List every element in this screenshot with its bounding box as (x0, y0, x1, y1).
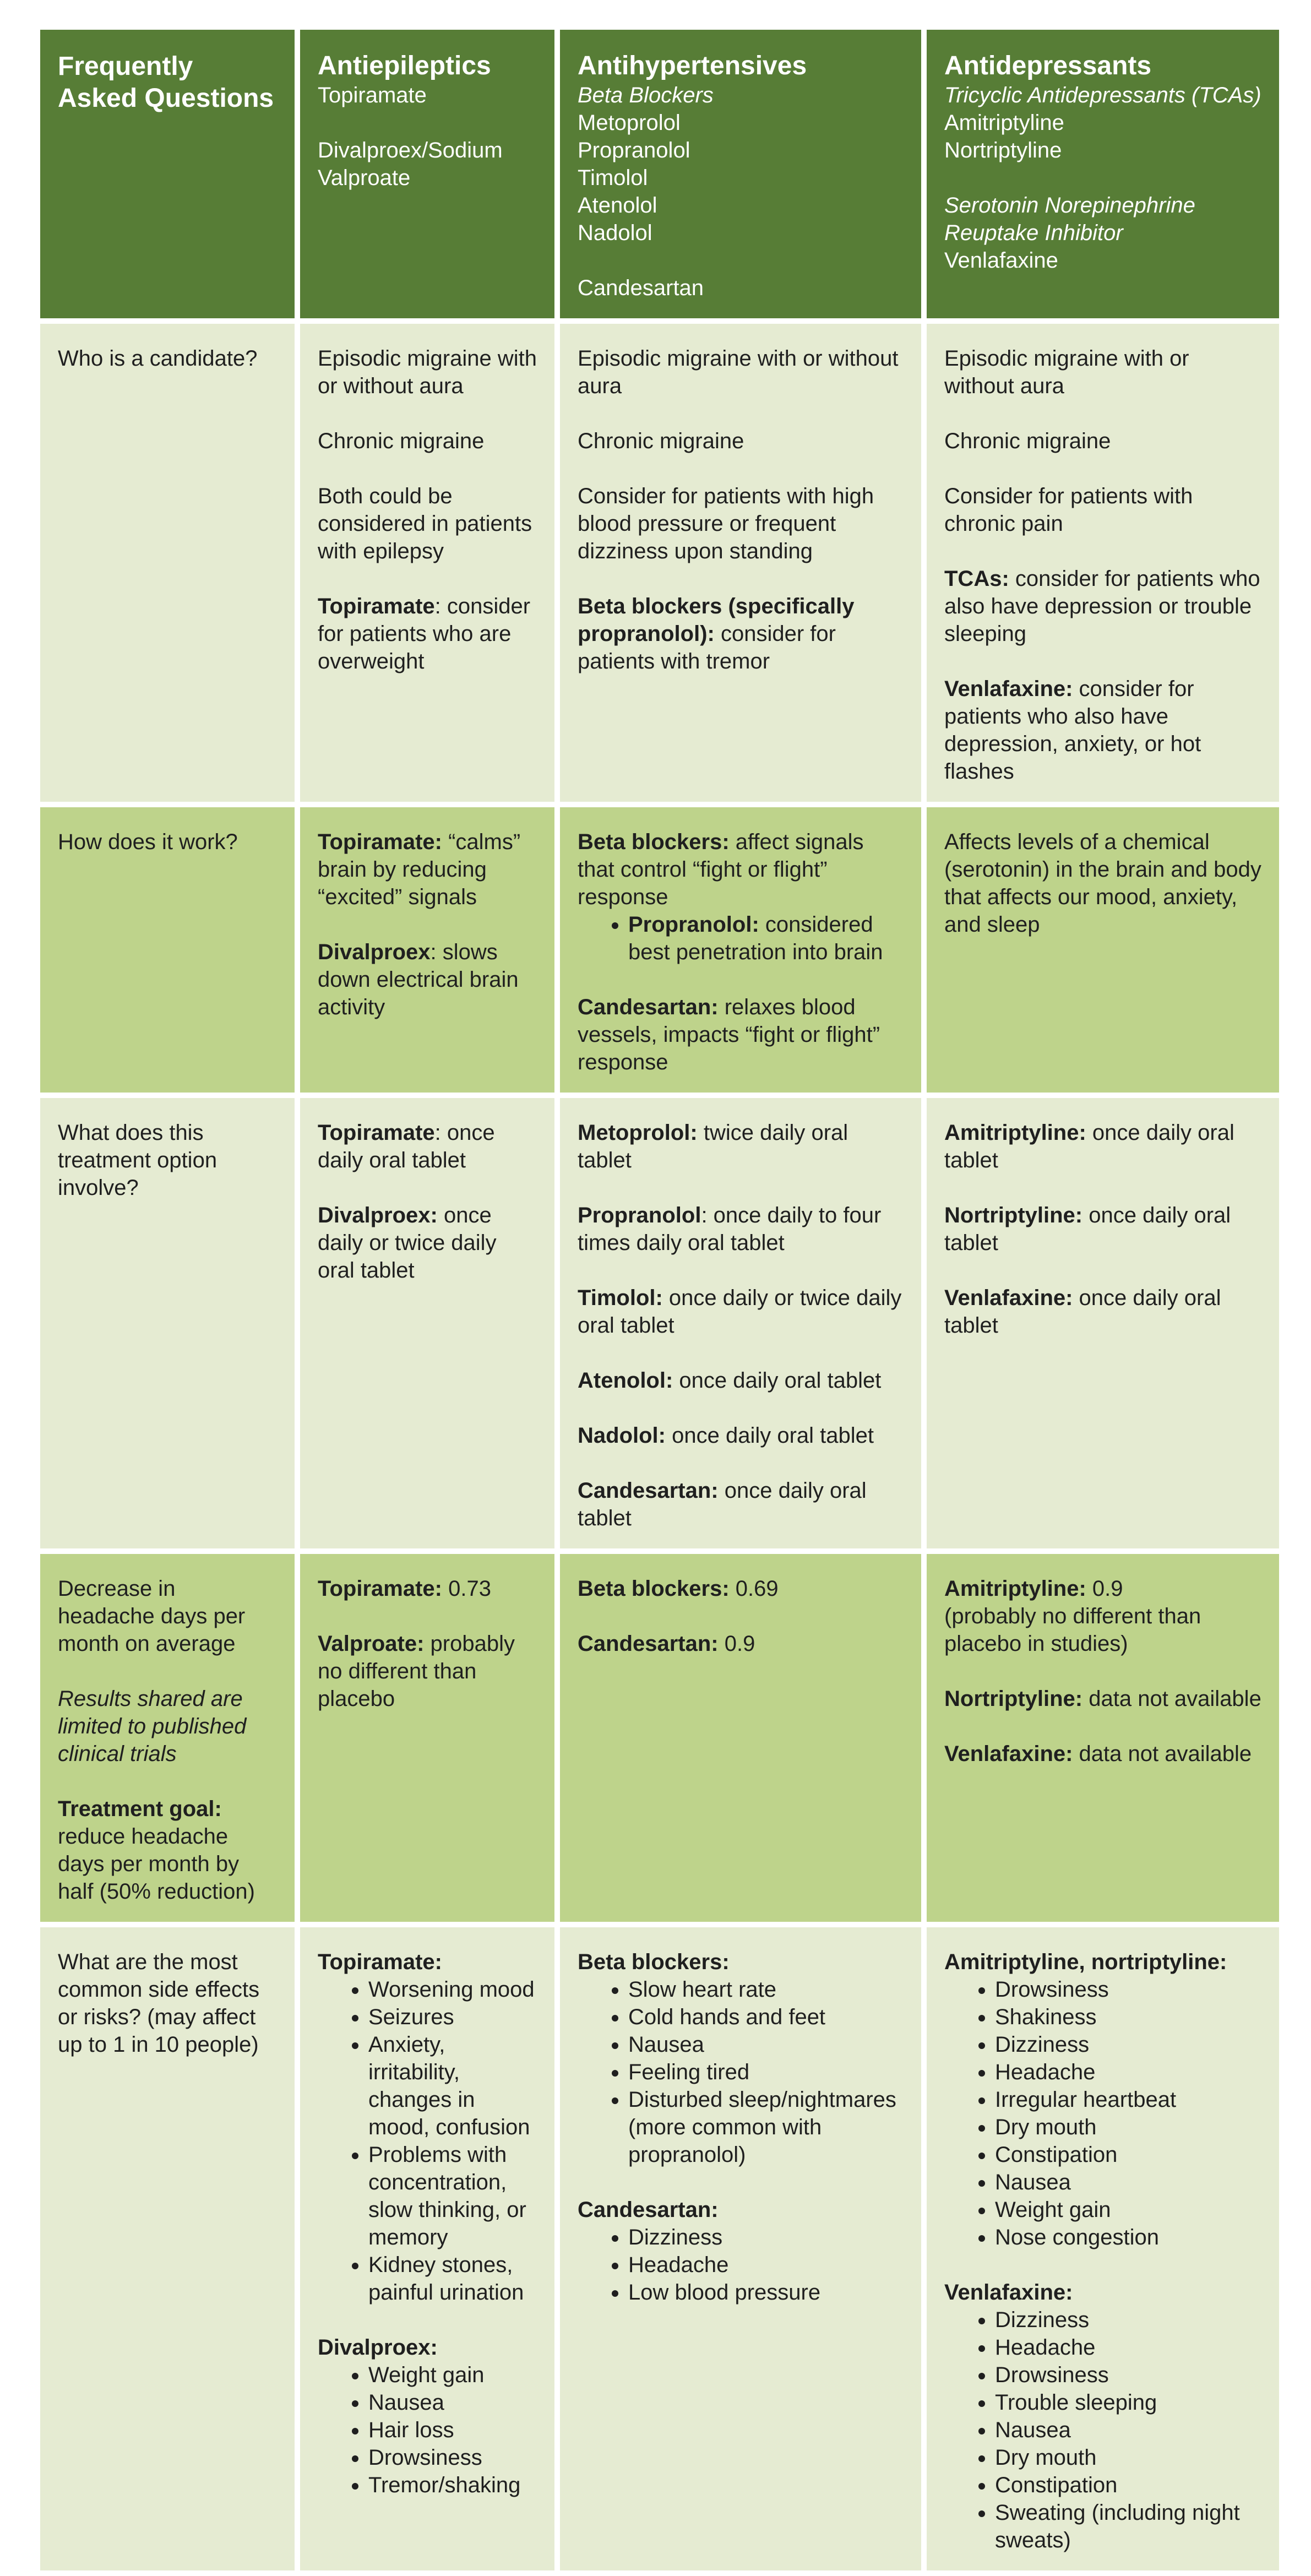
drug-entry-label: Amitriptyline: (944, 1121, 1086, 1145)
side-effect-item: • Constipation (995, 2141, 1261, 2169)
effectiveness-question: Decrease in headache days per month on average (58, 1577, 246, 1656)
side-effect-item: • Dizziness (628, 2224, 904, 2251)
mechanism-ah-p2-label: Candesartan: (578, 995, 719, 1019)
side-effect-group-heading: Beta blockers: (578, 1950, 730, 1974)
side-effect-list (944, 2306, 1261, 2554)
effectiveness-antidepressants-cell (924, 1551, 1282, 1925)
involvement-question: What does this treatment option involve? (58, 1121, 217, 1200)
mechanism-ah-p2-text: relaxes blood vessels, impacts “fight or flight” response (578, 995, 880, 1074)
involvement-antihypertensives-cell (557, 1095, 924, 1551)
header-snri-subtitle-line2: Reuptake Inhibitor (944, 221, 1123, 245)
drug-entry (578, 1477, 904, 1532)
side-effect-list (578, 2224, 904, 2306)
drug-entry (318, 1630, 537, 1713)
candidate-ah-p4-label: Beta blockers (specifically propranolol): (578, 594, 855, 646)
drug-entry-label: Atenolol: (578, 1368, 673, 1393)
candidate-antidepressants-cell (924, 321, 1282, 805)
side-effect-item: • Sweating (including night sweats) (995, 2499, 1261, 2554)
side-effect-item: • Kidney stones, painful urination (368, 2251, 537, 2306)
side-effect-item: • Trouble sleeping (995, 2389, 1261, 2416)
side-effects-question: What are the most common side effects or risks? (may affect up to 1 in 10 people) (58, 1950, 260, 2057)
side-effect-list (578, 1976, 904, 2169)
candidate-ad-p2: Chronic migraine (944, 429, 1111, 453)
candidate-ad-p5-label: Venlafaxine: (944, 677, 1073, 701)
involvement-question-cell (37, 1095, 297, 1551)
side-effect-item: • Disturbed sleep/nightmares (more common with propranolol) (628, 2086, 904, 2169)
drug-entry-label: Nortriptyline: (944, 1687, 1083, 1711)
mechanism-antihypertensives-cell (557, 805, 924, 1095)
side-effect-group-heading: Candesartan: (578, 2198, 719, 2222)
side-effect-group-heading: Topiramate: (318, 1950, 442, 1974)
drug-entry-text: once daily or twice daily oral tablet (578, 1286, 902, 1338)
side-effect-group-heading: Amitriptyline, nortriptyline: (944, 1950, 1227, 1974)
side-effect-item: • Low blood pressure (628, 2279, 904, 2306)
side-effect-list (318, 1976, 537, 2306)
drug-line: Amitriptyline (944, 111, 1064, 135)
header-snri-subtitle-line1: Serotonin Norepinephrine (944, 193, 1195, 218)
side-effect-item: • Anxiety, irritability, changes in mood, confusion (368, 2031, 537, 2141)
mechanism-ad-p1: Affects levels of a chemical (serotonin) in the brain and body that affects our mood, anxiety, and sleep (944, 830, 1261, 937)
drug-entry (578, 1422, 904, 1449)
drug-entry (578, 1119, 904, 1174)
drug-entry (578, 1202, 904, 1257)
header-tca-subtitle: Tricyclic Antidepressants (TCAs) (944, 83, 1261, 107)
drug-entry (318, 1575, 537, 1602)
candidate-ah-p1: Episodic migraine with or without aura (578, 346, 899, 398)
mechanism-ae-p1-text: “calms” brain by reducing “excited” signals (318, 830, 521, 909)
side-effect-item: • Problems with concentration, slow thinking, or memory (368, 2141, 537, 2251)
header-antihypertensives-cell (557, 27, 924, 321)
drug-entry-label: Topiramate: (318, 1577, 442, 1601)
side-effect-item: • Slow heart rate (628, 1976, 904, 2003)
drug-entry (578, 1575, 904, 1602)
effectiveness-goal-label: Treatment goal: (58, 1797, 222, 1821)
effectiveness-goal-text: reduce headache days per month by half (50% reduction) (58, 1824, 255, 1904)
header-faq-cell (37, 27, 297, 321)
side-effects-antihypertensives-cell (557, 1925, 924, 2573)
mechanism-row (37, 805, 1282, 1095)
drug-entry-label: Nadolol: (578, 1423, 666, 1448)
effectiveness-goal (58, 1795, 277, 1905)
drug-entry-text: once daily oral tablet (578, 1479, 867, 1530)
mechanism-antidepressants-cell (924, 805, 1282, 1095)
side-effect-group (944, 2279, 1261, 2554)
drug-entry-text: : once daily oral tablet (318, 1121, 495, 1172)
mechanism-ah-p1 (578, 828, 904, 911)
drug-entry-text: once daily oral tablet (673, 1368, 882, 1393)
drug-entry-label: Venlafaxine: (944, 1742, 1073, 1766)
drug-entry-note: (probably no different than placebo in studies) (944, 1604, 1201, 1656)
drug-entry-text: 0.69 (729, 1577, 779, 1601)
effectiveness-antihypertensives-cell (557, 1551, 924, 1925)
side-effects-row (37, 1925, 1282, 2573)
drug-entry-text: once daily oral tablet (944, 1203, 1231, 1255)
side-effect-group (944, 1948, 1261, 2251)
side-effect-item: • Weight gain (995, 2196, 1261, 2224)
header-tca-drugs (944, 109, 1261, 164)
drug-entry (944, 1575, 1261, 1657)
migraine-preventive-treatment-table (35, 24, 1285, 2576)
side-effect-item: • Nausea (995, 2416, 1261, 2444)
drug-entry-label: Propranolol (578, 1203, 701, 1227)
drug-entry-text: once daily oral tablet (944, 1286, 1221, 1338)
involvement-row (37, 1095, 1282, 1551)
side-effect-item: • Headache (628, 2251, 904, 2279)
effectiveness-question-cell (37, 1551, 297, 1925)
drug-line: Candesartan (578, 276, 704, 300)
side-effects-antidepressants-cell (924, 1925, 1282, 2573)
side-effect-item: • Seizures (368, 2003, 537, 2031)
side-effect-group-heading: Venlafaxine: (944, 2280, 1073, 2305)
drug-entry (944, 1284, 1261, 1339)
drug-entry-text: : once daily to four times daily oral tablet (578, 1203, 882, 1255)
drug-entry-label: Nortriptyline: (944, 1203, 1083, 1227)
side-effect-item: • Worsening mood (368, 1976, 537, 2003)
side-effects-question-cell (37, 1925, 297, 2573)
side-effect-group (578, 2196, 904, 2306)
candidate-ad-p4 (944, 565, 1261, 648)
drug-line: Valproate (318, 166, 411, 190)
mechanism-ah-bullet-text: considered best penetration into brain (628, 912, 883, 964)
drug-entry (578, 1284, 904, 1339)
candidate-ad-p3: Consider for patients with chronic pain (944, 484, 1193, 536)
drug-entry-text: twice daily oral tablet (578, 1121, 848, 1172)
drug-entry-label: Candesartan: (578, 1632, 719, 1656)
involvement-antiepileptics-cell (297, 1095, 557, 1551)
drug-entry (944, 1202, 1261, 1257)
side-effect-item: • Nose congestion (995, 2224, 1261, 2251)
drug-entry-text: once daily oral tablet (665, 1423, 874, 1448)
drug-entry-label: Valproate: (318, 1632, 425, 1656)
side-effect-item: • Feeling tired (628, 2058, 904, 2086)
drug-entry-text: 0.9 (718, 1632, 755, 1656)
candidate-ad-p5-text: consider for patients who also have depression, anxiety, or hot flashes (944, 677, 1201, 784)
candidate-question: Who is a candidate? (58, 346, 258, 371)
header-antiepileptics-cell (297, 27, 557, 321)
drug-entry-label: Timolol: (578, 1286, 663, 1310)
header-antidepressants-title: Antidepressants (944, 51, 1152, 80)
header-faq-title: Frequently Asked Questions (58, 52, 274, 113)
drug-line: Timolol (578, 166, 648, 190)
candidate-ad-p4-text: consider for patients who also have depression or trouble sleeping (944, 567, 1260, 646)
candidate-ah-p4-text: consider for patients with tremor (578, 622, 836, 673)
side-effect-item: • Drowsiness (995, 2361, 1261, 2389)
drug-line: Venlafaxine (944, 248, 1058, 273)
candidate-ah-p3: Consider for patients with high blood pressure or frequent dizziness upon standing (578, 484, 874, 563)
side-effect-group (578, 1948, 904, 2169)
drug-entry-text: once daily oral tablet (944, 1121, 1234, 1172)
candidate-ae-p4-label: Topiramate (318, 594, 435, 618)
candidate-ad-p1: Episodic migraine with or without aura (944, 346, 1189, 398)
candidate-antiepileptics-cell (297, 321, 557, 805)
mechanism-ah-p2 (578, 993, 904, 1076)
drug-entry (318, 1202, 537, 1284)
effectiveness-note: Results shared are limited to published clinical trials (58, 1687, 247, 1766)
drug-entry-text: data not available (1082, 1687, 1261, 1711)
candidate-ae-p2: Chronic migraine (318, 429, 485, 453)
candidate-question-cell (37, 321, 297, 805)
side-effect-item: • Drowsiness (995, 1976, 1261, 2003)
side-effect-item: • Dry mouth (995, 2444, 1261, 2471)
drug-entry (944, 1740, 1261, 1768)
involvement-antidepressants-cell (924, 1095, 1282, 1551)
drug-line: Topiramate (318, 83, 427, 107)
mechanism-ah-bullets (578, 911, 904, 966)
candidate-ah-p2: Chronic migraine (578, 429, 744, 453)
drug-line (578, 247, 904, 274)
effectiveness-antiepileptics-cell (297, 1551, 557, 1925)
side-effect-item: • Nausea (628, 2031, 904, 2058)
side-effect-item: • Dry mouth (995, 2113, 1261, 2141)
drug-entry-label: Topiramate (318, 1121, 435, 1145)
header-beta-blockers-subtitle: Beta Blockers (578, 83, 714, 107)
drug-entry (318, 1119, 537, 1174)
header-antidepressants-cell (924, 27, 1282, 321)
mechanism-question: How does it work? (58, 830, 238, 854)
drug-line: Nadolol (578, 221, 652, 245)
side-effect-item: • Nausea (995, 2169, 1261, 2196)
candidate-ae-p4-text: : consider for patients who are overweight (318, 594, 531, 673)
drug-entry-text: 0.73 (442, 1577, 491, 1601)
candidate-ah-p4 (578, 593, 904, 675)
drug-entry-text: data not available (1073, 1742, 1252, 1766)
drug-entry-label: Candesartan: (578, 1479, 719, 1503)
mechanism-ae-p2 (318, 938, 537, 1021)
candidate-ae-p4 (318, 593, 537, 675)
side-effect-item: • Cold hands and feet (628, 2003, 904, 2031)
drug-entry-text: once daily or twice daily oral tablet (318, 1203, 497, 1282)
drug-entry-label: Metoprolol: (578, 1121, 698, 1145)
mechanism-ah-bullet (628, 911, 904, 966)
side-effect-item: • Dizziness (995, 2031, 1261, 2058)
mechanism-ae-p2-text: : slows down electrical brain activity (318, 940, 519, 1019)
side-effect-item: • Tremor/shaking (368, 2471, 537, 2499)
drug-entry-label: Divalproex: (318, 1203, 438, 1227)
drug-entry-text: probably no different than placebo (318, 1632, 515, 1711)
side-effect-item: • Shakiness (995, 2003, 1261, 2031)
side-effect-item: • Drowsiness (368, 2444, 537, 2471)
side-effect-item: • Headache (995, 2058, 1261, 2086)
side-effect-item: • Irregular heartbeat (995, 2086, 1261, 2113)
candidate-ae-p3: Both could be considered in patients with epilepsy (318, 484, 532, 563)
mechanism-ah-bullet-label: Propranolol: (628, 912, 759, 937)
header-antiepileptics-title: Antiepileptics (318, 51, 491, 80)
candidate-ad-p4-label: TCAs: (944, 567, 1009, 591)
drug-entry (578, 1630, 904, 1657)
side-effect-item: • Nausea (368, 2389, 537, 2416)
mechanism-antiepileptics-cell (297, 805, 557, 1095)
mechanism-ae-p1 (318, 828, 537, 911)
drug-entry-label: Venlafaxine: (944, 1286, 1073, 1310)
drug-line: Metoprolol (578, 111, 681, 135)
side-effect-group-heading: Divalproex: (318, 2335, 438, 2360)
side-effect-item: • Headache (995, 2334, 1261, 2361)
side-effect-list (944, 1976, 1261, 2251)
header-antihypertensives-title: Antihypertensives (578, 51, 807, 80)
mechanism-ae-p2-label: Divalproex (318, 940, 431, 964)
side-effect-item: • Weight gain (368, 2361, 537, 2389)
drug-entry-text: 0.9 (1086, 1577, 1123, 1601)
candidate-ad-p5 (944, 675, 1261, 785)
mechanism-question-cell (37, 805, 297, 1095)
mechanism-ah-p1-text: affect signals that control “fight or flight” response (578, 830, 864, 909)
drug-line: Nortriptyline (944, 138, 1062, 162)
drug-line: Atenolol (578, 193, 657, 218)
header-antiepileptics-drugs (318, 81, 537, 192)
side-effects-antiepileptics-cell (297, 1925, 557, 2573)
drug-entry (944, 1119, 1261, 1174)
drug-line (318, 109, 537, 137)
drug-entry-label: Amitriptyline: (944, 1577, 1086, 1601)
side-effect-group (318, 1948, 537, 2306)
drug-entry (578, 1367, 904, 1394)
drug-entry-label: Beta blockers: (578, 1577, 730, 1601)
drug-line: Divalproex/Sodium (318, 138, 503, 162)
header-antihypertensives-drugs (578, 109, 904, 302)
side-effect-item: • Hair loss (368, 2416, 537, 2444)
header-snri-drugs (944, 247, 1261, 274)
mechanism-ah-p1-label: Beta blockers: (578, 830, 730, 854)
drug-line: Propranolol (578, 138, 690, 162)
side-effect-group (318, 2334, 537, 2499)
side-effect-list (318, 2361, 537, 2499)
candidate-row (37, 321, 1282, 805)
side-effect-item: • Dizziness (995, 2306, 1261, 2334)
side-effect-item: • Constipation (995, 2471, 1261, 2499)
effectiveness-row (37, 1551, 1282, 1925)
candidate-antihypertensives-cell (557, 321, 924, 805)
header-row (37, 27, 1282, 321)
candidate-ae-p1: Episodic migraine with or without aura (318, 346, 537, 398)
drug-entry (944, 1685, 1261, 1713)
mechanism-ae-p1-label: Topiramate: (318, 830, 442, 854)
